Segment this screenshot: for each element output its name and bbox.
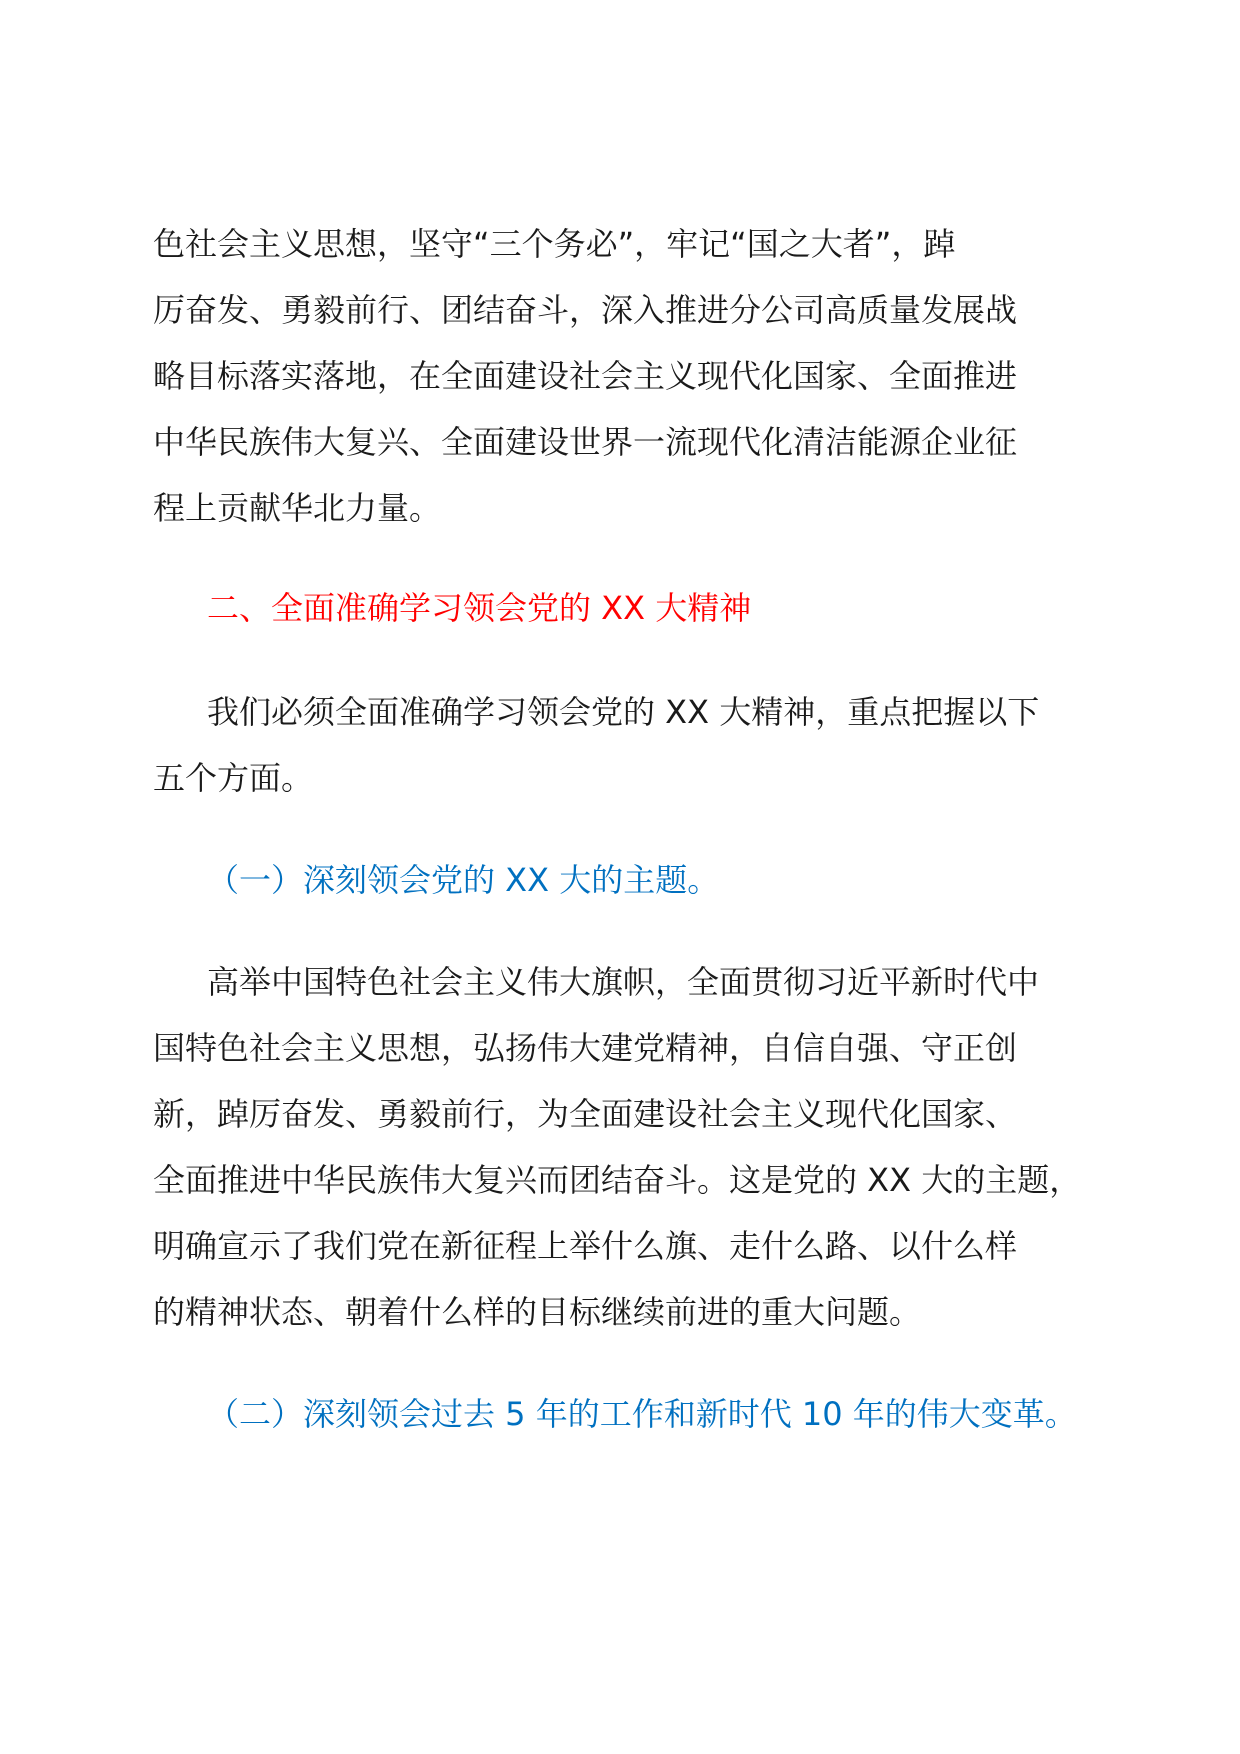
section-heading: 二、全面准确学习领会党的 XX 大精神 [207,589,752,627]
paragraph-line: 色社会主义思想，坚守“三个务必”，牢记“国之大者”，踔 [153,225,956,263]
paragraph-line: 我们必须全面准确学习领会党的 XX 大精神，重点把握以下 [207,693,1040,731]
subheading: （二）深刻领会过去 5 年的工作和新时代 10 年的伟大变革。 [207,1395,1077,1433]
paragraph-line: 新，踔厉奋发、勇毅前行，为全面建设社会主义现代化国家、 [153,1095,1018,1133]
paragraph-line: 全面推进中华民族伟大复兴而团结奋斗。这是党的 XX 大的主题， [153,1161,1082,1199]
paragraph-line: 厉奋发、勇毅前行、团结奋斗，深入推进分公司高质量发展战 [153,291,1018,329]
paragraph-line: 略目标落实落地，在全面建设社会主义现代化国家、全面推进 [153,357,1018,395]
paragraph-line: 程上贡献华北力量。 [153,489,442,527]
paragraph-line: 中华民族伟大复兴、全面建设世界一流现代化清洁能源企业征 [153,423,1018,461]
subheading: （一）深刻领会党的 XX 大的主题。 [207,861,720,899]
paragraph-line: 的精神状态、朝着什么样的目标继续前进的重大问题。 [153,1293,922,1331]
paragraph-line: 高举中国特色社会主义伟大旗帜，全面贯彻习近平新时代中 [207,963,1040,1001]
paragraph-line: 明确宣示了我们党在新征程上举什么旗、走什么路、以什么样 [153,1227,1018,1265]
paragraph-line: 国特色社会主义思想，弘扬伟大建党精神，自信自强、守正创 [153,1029,1018,1067]
paragraph-line: 五个方面。 [153,759,314,797]
